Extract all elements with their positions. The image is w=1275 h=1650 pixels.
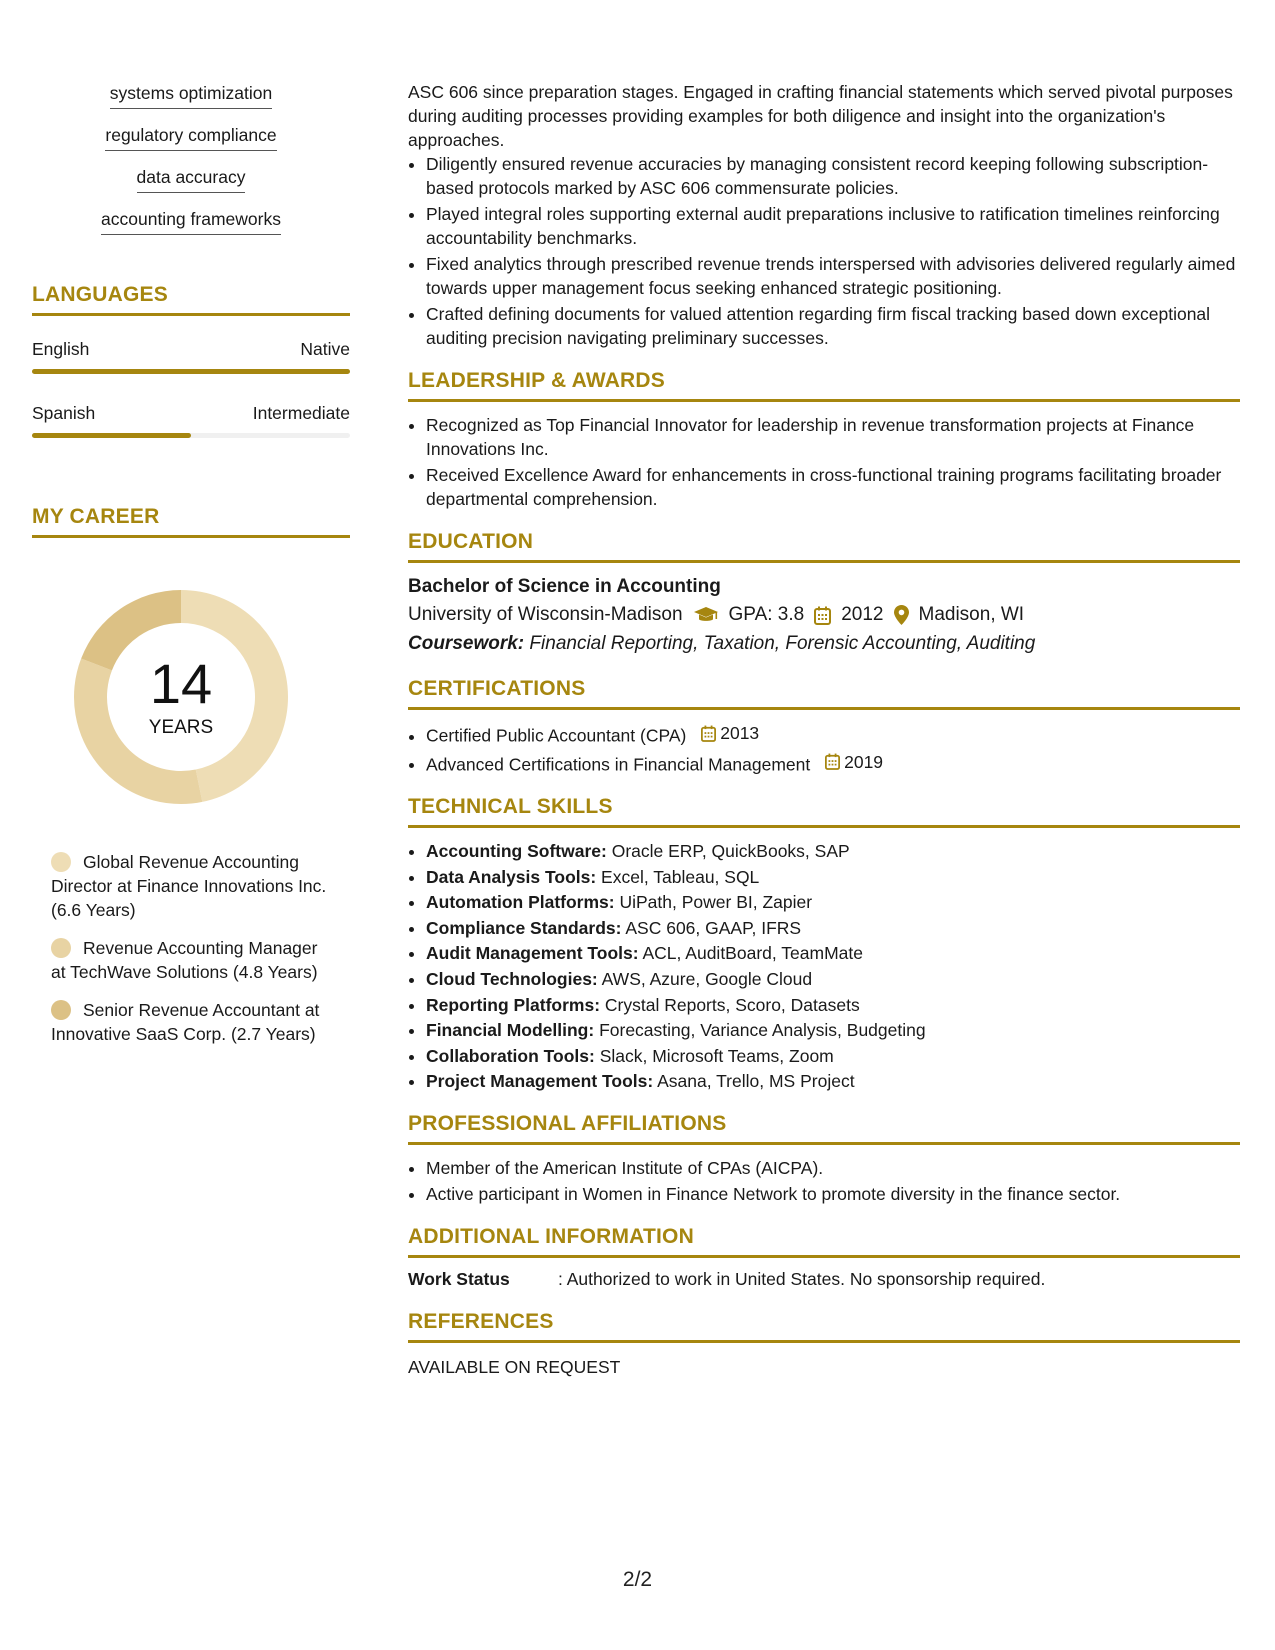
graduation-cap-icon (693, 606, 719, 624)
list-item: • Fixed analytics through prescribed revenue trends interspersed with advisories delivered regularly aimed towards upper management focus seeking enhanced strategic positioning. (426, 252, 1240, 300)
affiliations-list (408, 1156, 1240, 1206)
education-details (408, 600, 1240, 630)
education-year: 2012 (841, 604, 884, 625)
list-item (426, 890, 1240, 914)
list-item (426, 865, 1240, 889)
skill-tag: systems optimization (110, 82, 272, 109)
technical-skills-list (408, 839, 1240, 1093)
certifications-heading: CERTIFICATIONS (408, 676, 1240, 710)
career-heading: MY CAREER (32, 504, 350, 538)
coursework-list: Financial Reporting, Taxation, Forensic Accounting, Auditing (524, 633, 1036, 654)
calendar-icon (814, 606, 831, 625)
location-pin-icon (894, 605, 909, 625)
affiliations-heading: PROFESSIONAL AFFILIATIONS (408, 1111, 1240, 1145)
skill-tag: accounting frameworks (101, 208, 281, 235)
main-content (408, 80, 1240, 1379)
list-item (426, 941, 1240, 965)
legend-dot (51, 852, 71, 872)
skill-tag: regulatory compliance (105, 124, 276, 151)
work-status-label: Work Status (408, 1269, 510, 1290)
skill-category: Cloud Technologies: (426, 968, 598, 989)
experience-intro: ASC 606 since preparation stages. Engaged in crafting financial statements which served pivotal purposes during auditing processes providing examples for both diligence and insight into the organization's approaches. (408, 82, 1233, 150)
work-status-value: : Authorized to work in United States. No sponsorship required. (558, 1269, 1046, 1290)
list-item (426, 839, 1240, 863)
list-item: • Crafted defining documents for valued attention regarding firm fiscal tracking based down exceptional auditing precision navigating preliminary successes. (426, 302, 1240, 350)
skill-category: Data Analysis Tools: (426, 866, 597, 887)
references-heading: REFERENCES (408, 1309, 1240, 1343)
skill-values: AWS, Azure, Google Cloud (597, 968, 813, 989)
skill-tag: data accuracy (137, 166, 246, 193)
career-legend-item (51, 850, 329, 922)
list-item (426, 1044, 1240, 1068)
skill-category: Reporting Platforms: (426, 994, 601, 1015)
career-legend-label: Revenue Accounting Manager at TechWave Solutions (4.8 Years) (51, 938, 318, 982)
skill-category: Project Management Tools: (426, 1071, 654, 1092)
legend-dot (51, 1000, 71, 1020)
skill-values: Oracle ERP, QuickBooks, SAP (606, 841, 850, 861)
sidebar (32, 82, 350, 1060)
education-degree: Bachelor of Science in Accounting (408, 576, 721, 597)
skill-values: Excel, Tableau, SQL (596, 866, 760, 887)
career-legend-item (51, 998, 329, 1046)
skill-values: Slack, Microsoft Teams, Zoom (594, 1045, 834, 1066)
list-item (426, 916, 1240, 940)
list-item (426, 967, 1240, 991)
certification-name: Advanced Certifications in Financial Management (426, 754, 811, 774)
language-bar-fill (32, 369, 350, 374)
list-item: • Active participant in Women in Finance Network to promote diversity in the finance sector. (426, 1182, 1240, 1206)
skill-values: Forecasting, Variance Analysis, Budgeting (594, 1020, 926, 1041)
additional-info-heading: ADDITIONAL INFORMATION (408, 1224, 1240, 1258)
references-text: AVAILABLE ON REQUEST (408, 1357, 621, 1378)
list-item: • Received Excellence Award for enhancements in cross-functional training programs facilitating broader departmental comprehension. (426, 463, 1240, 511)
list-item (426, 993, 1240, 1017)
skill-values: Crystal Reports, Scoro, Datasets (600, 994, 860, 1015)
technical-skills-heading: TECHNICAL SKILLS (408, 794, 1240, 828)
language-bar (32, 433, 350, 438)
leadership-heading: LEADERSHIP & AWARDS (408, 368, 1240, 402)
education-coursework (408, 630, 1240, 658)
language-item (32, 402, 350, 438)
skill-values: Asana, Trello, MS Project (653, 1071, 855, 1092)
language-item (32, 338, 350, 374)
coursework-label: Coursework: (408, 633, 525, 654)
career-unit: YEARS (148, 717, 214, 738)
work-status-row (408, 1267, 1240, 1291)
list-item: • Member of the American Institute of CPAs (AICPA). (426, 1156, 1240, 1180)
list-item (426, 1018, 1240, 1042)
education-gpa: GPA: 3.8 (728, 604, 805, 625)
list-item: • Recognized as Top Financial Innovator for leadership in revenue transformation projects at Finance Innovations Inc. (426, 413, 1240, 461)
career-total: 14 (149, 652, 213, 715)
certification-name: Certified Public Accountant (CPA) (426, 725, 687, 746)
skill-values: UiPath, Power BI, Zapier (614, 892, 813, 913)
skill-category: Financial Modelling: (426, 1020, 595, 1041)
career-legend (51, 850, 329, 1046)
certification-year: 2013 (720, 723, 760, 743)
language-name: English (32, 339, 90, 359)
education-heading: EDUCATION (408, 529, 1240, 563)
education-school: University of Wisconsin-Madison (408, 604, 683, 625)
language-name: Spanish (32, 403, 96, 423)
list-item (426, 1069, 1240, 1093)
list-item (426, 750, 1240, 777)
list-item: • Played integral roles supporting external audit preparations inclusive to ratification timelines reinforcing accountability benchmarks. (426, 202, 1240, 250)
legend-dot (51, 938, 71, 958)
list-item (426, 721, 1240, 748)
language-level: Native (300, 339, 350, 359)
skill-values: ASC 606, GAAP, IFRS (621, 917, 802, 938)
skill-values: ACL, AuditBoard, TeamMate (638, 943, 863, 964)
skill-category: Compliance Standards: (426, 917, 622, 938)
languages-heading: LANGUAGES (32, 282, 350, 316)
experience-bullets (408, 152, 1240, 350)
language-level: Intermediate (252, 403, 350, 423)
education-location: Madison, WI (918, 604, 1025, 625)
career-legend-label: Senior Revenue Accountant at Innovative SaaS Corp. (2.7 Years) (51, 1000, 320, 1044)
career-legend-item (51, 936, 329, 984)
skill-category: Accounting Software: (426, 841, 607, 861)
skill-category: Audit Management Tools: (426, 943, 639, 964)
page-number: 2/2 (622, 1568, 653, 1591)
skill-category: Collaboration Tools: (426, 1045, 595, 1066)
skill-tags (32, 82, 350, 250)
language-bar-fill (32, 433, 191, 438)
leadership-list (408, 413, 1240, 511)
calendar-icon (825, 753, 840, 770)
career-legend-label: Global Revenue Accounting Director at Finance Innovations Inc. (6.6 Years) (51, 852, 327, 920)
career-donut (66, 582, 296, 812)
language-bar (32, 369, 350, 374)
skill-category: Automation Platforms: (426, 892, 615, 913)
calendar-icon (701, 725, 716, 742)
list-item: • Diligently ensured revenue accuracies by managing consistent record keeping following subscription-based protocols marked by ASC 606 commensurate policies. (426, 152, 1240, 200)
certification-year: 2019 (844, 751, 884, 772)
certifications-list (408, 721, 1240, 776)
